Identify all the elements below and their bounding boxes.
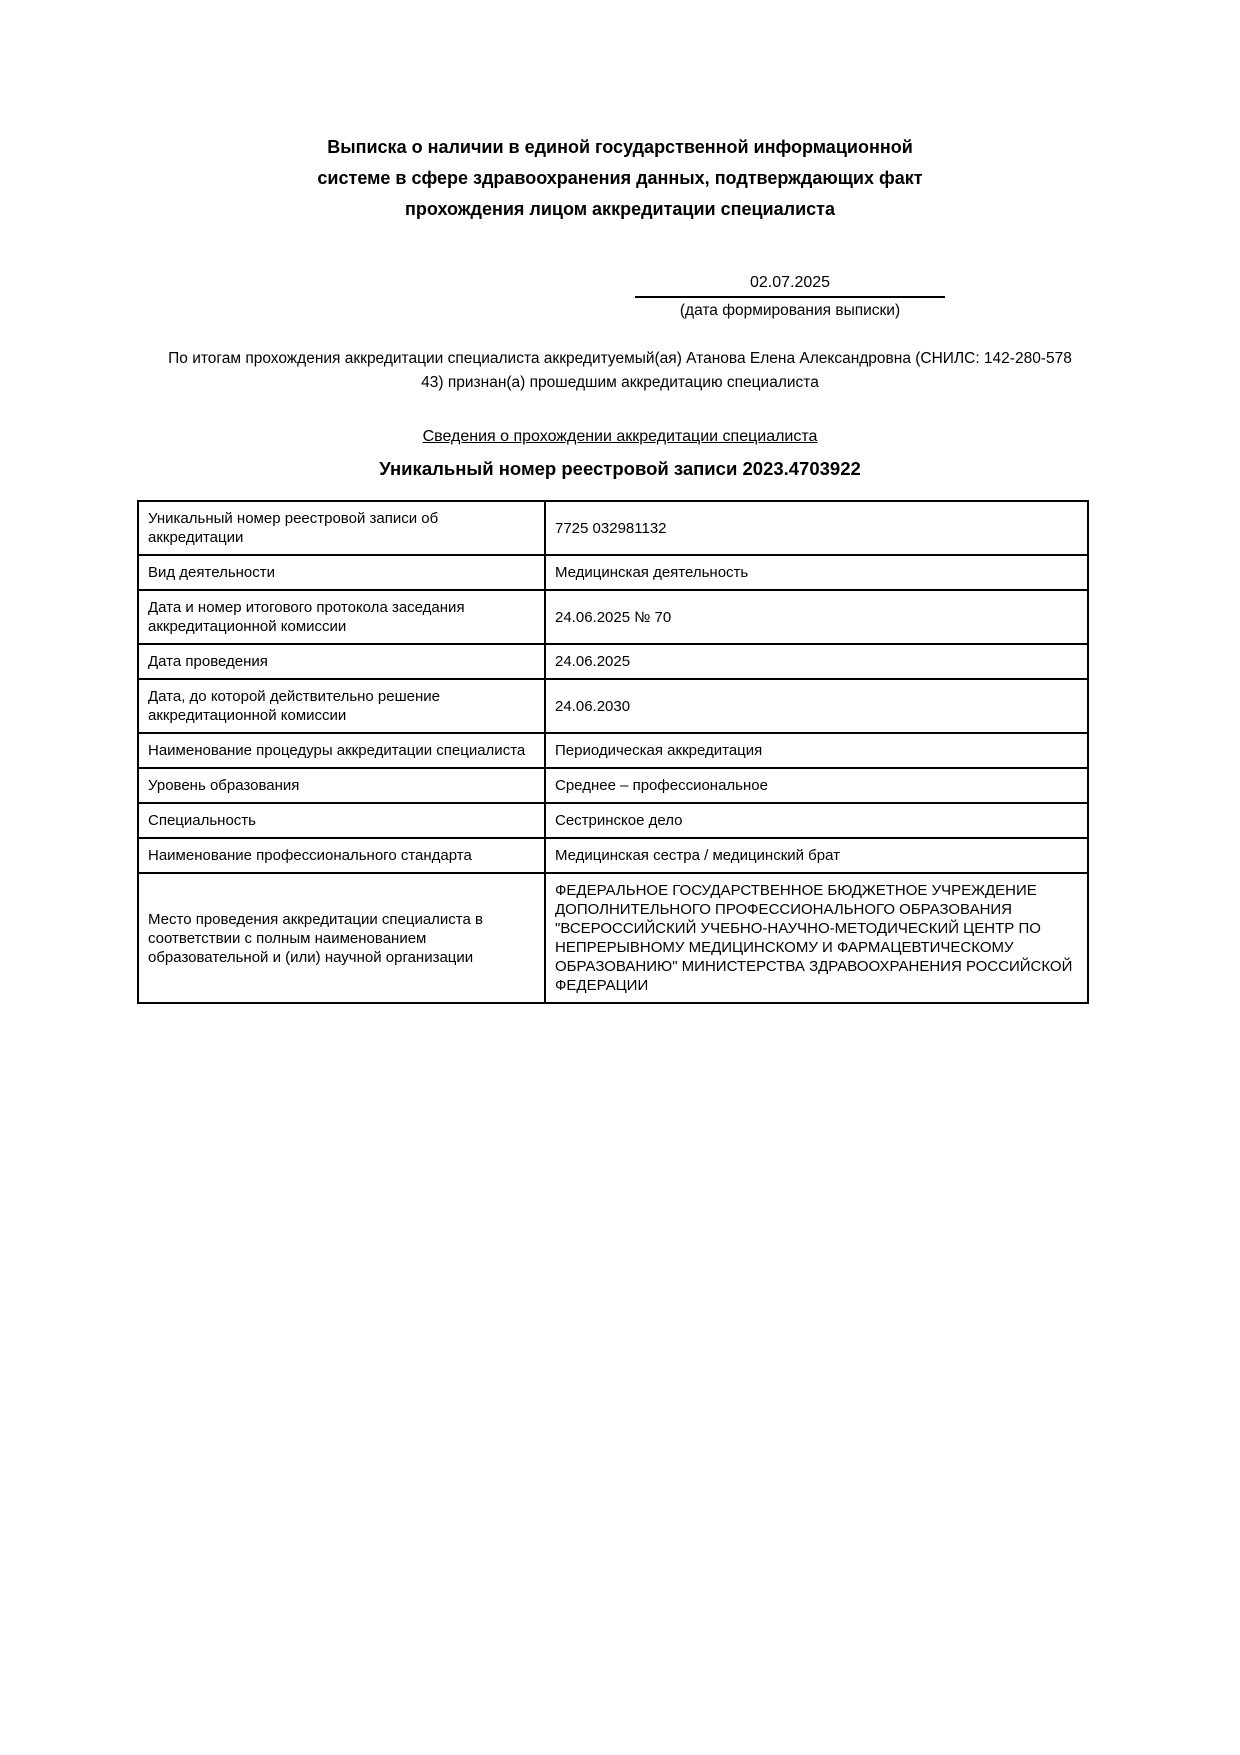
row-label: Дата и номер итогового протокола заседания аккредитационной комиссии xyxy=(138,590,545,644)
document-title-line: прохождения лицом аккредитации специалиста xyxy=(405,199,835,219)
section-heading: Сведения о прохождении аккредитации специалиста xyxy=(422,428,818,445)
row-value: Медицинская сестра / медицинский брат xyxy=(545,838,1088,873)
row-value: 24.06.2025 xyxy=(545,644,1088,679)
table-row xyxy=(138,501,1088,555)
table-row xyxy=(138,679,1088,733)
document-title-line: Выписка о наличии в единой государственной информационной xyxy=(327,137,913,157)
row-label: Уровень образования xyxy=(138,768,545,803)
formation-date-value: 02.07.2025 xyxy=(635,271,945,298)
record-heading: Уникальный номер реестровой записи 2023.4703922 xyxy=(379,458,861,479)
summary-line: 43) признан(а) прошедшим аккредитацию специалиста xyxy=(421,374,819,391)
table-row xyxy=(138,838,1088,873)
accreditation-details-table xyxy=(137,500,1089,1004)
row-label: Наименование профессионального стандарта xyxy=(138,838,545,873)
row-value: 7725 032981132 xyxy=(545,501,1088,555)
table-row xyxy=(138,590,1088,644)
row-value: Периодическая аккредитация xyxy=(545,733,1088,768)
table-row xyxy=(138,555,1088,590)
row-value: 24.06.2030 xyxy=(545,679,1088,733)
table-row xyxy=(138,803,1088,838)
table-row xyxy=(138,768,1088,803)
row-label: Наименование процедуры аккредитации специалиста xyxy=(138,733,545,768)
row-label: Место проведения аккредитации специалиста в соответствии с полным наименованием образовательной и (или) научной организации xyxy=(138,873,545,1003)
row-value: Сестринское дело xyxy=(545,803,1088,838)
table-row xyxy=(138,873,1088,1003)
summary-paragraph xyxy=(120,347,1120,395)
formation-date-block xyxy=(635,271,945,320)
table-row xyxy=(138,733,1088,768)
row-label: Дата проведения xyxy=(138,644,545,679)
row-value: 24.06.2025 № 70 xyxy=(545,590,1088,644)
document-title xyxy=(120,0,1120,225)
row-label: Вид деятельности xyxy=(138,555,545,590)
summary-line: По итогам прохождения аккредитации специалиста аккредитуемый(ая) Атанова Елена Александровна (СНИЛС: 142-280-578 xyxy=(168,350,1072,367)
table-row xyxy=(138,644,1088,679)
formation-date-caption: (дата формирования выписки) xyxy=(679,302,901,319)
row-value: ФЕДЕРАЛЬНОЕ ГОСУДАРСТВЕННОЕ БЮДЖЕТНОЕ УЧРЕЖДЕНИЕ ДОПОЛНИТЕЛЬНОГО ПРОФЕССИОНАЛЬНОГО ОБРАЗОВАНИЯ "ВСЕРОССИЙСКИЙ УЧЕБНО-НАУЧНО-МЕТОДИЧЕСКИЙ ЦЕНТР ПО НЕПРЕРЫВНОМУ МЕДИЦИНСКОМУ И ФАРМАЦЕВТИЧЕСКОМУ ОБРАЗОВАНИЮ" МИНИСТЕРСТВА ЗДРАВООХРАНЕНИЯ РОССИЙСКОЙ ФЕДЕРАЦИИ xyxy=(545,873,1088,1003)
row-value: Медицинская деятельность xyxy=(545,555,1088,590)
accreditation-table-body xyxy=(138,501,1088,1003)
row-label: Дата, до которой действительно решение аккредитационной комиссии xyxy=(138,679,545,733)
row-label: Уникальный номер реестровой записи об аккредитации xyxy=(138,501,545,555)
row-value: Среднее – профессиональное xyxy=(545,768,1088,803)
row-label: Специальность xyxy=(138,803,545,838)
document-title-line: системе в сфере здравоохранения данных, подтверждающих факт xyxy=(317,168,923,188)
